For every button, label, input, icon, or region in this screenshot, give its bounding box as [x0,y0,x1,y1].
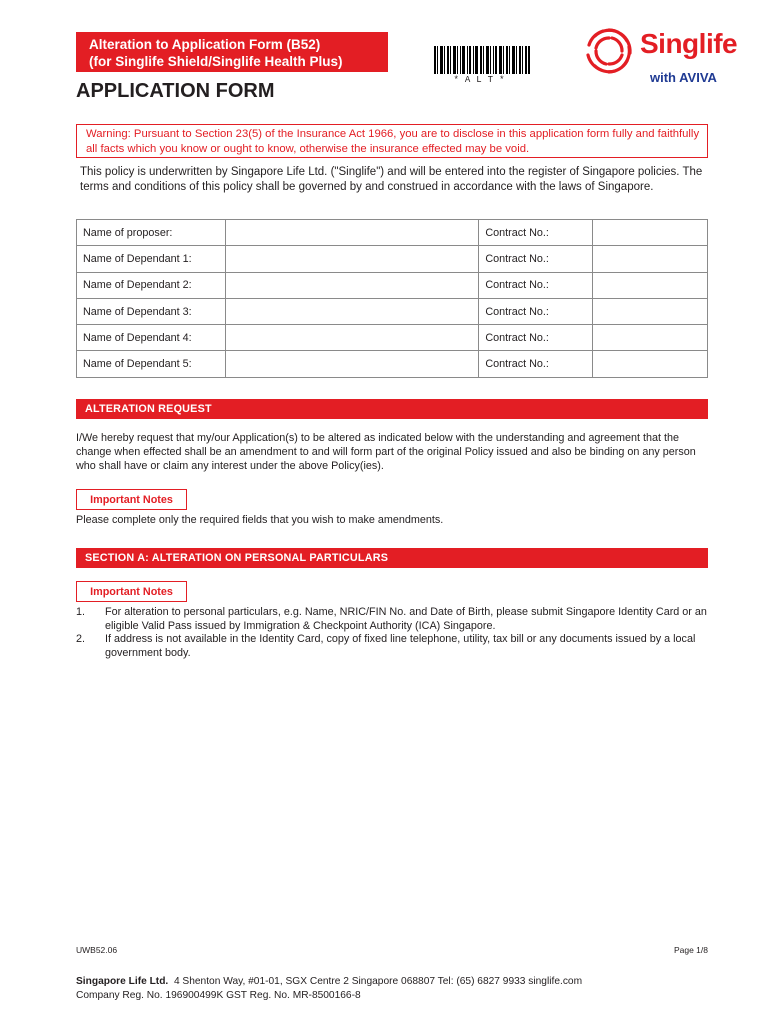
name-label: Name of Dependant 3: [77,298,226,324]
page-title: APPLICATION FORM [76,80,275,102]
policy-statement: This policy is underwritten by Singapore Life Ltd. ("Singlife") and will be entered into the register of Singapore policies. The terms and conditions of this policy shall be governed by and construed in accordance with the laws of Singapore. [80,166,703,193]
name-label: Name of Dependant 2: [77,272,226,298]
name-label: Name of proposer: [77,220,226,246]
table-row [77,325,708,351]
name-input-cell[interactable] [225,272,479,298]
contract-label: Contract No.: [479,272,593,298]
important-notes-label: Important Notes [76,489,187,510]
section-a-heading: SECTION A: ALTERATION ON PERSONAL PARTICULARS [76,548,708,568]
name-input-cell[interactable] [225,220,479,246]
name-input-cell[interactable] [225,325,479,351]
footer-address: 4 Shenton Way, #01-01, SGX Centre 2 Singapore 068807 Tel: (65) 6827 9933 singlife.com [173,976,583,987]
contract-label: Contract No.: [479,246,593,272]
list-item-text: If address is not available in the Identity Card, copy of fixed line telephone, utility, tax bill or any documents issued by a local government body. [105,633,696,659]
contract-input-cell[interactable] [593,298,708,324]
contract-label: Contract No.: [479,325,593,351]
footer-registration: Company Reg. No. 196900499K GST Reg. No. MR-8500166-8 [76,989,361,1001]
table-row [77,220,708,246]
list-item-text: For alteration to personal particulars, e.g. Name, NRIC/FIN No. and Date of Birth, please submit Singapore Identity Card or an eligible Valid Pass issued by Immigration & Checkpoint Authority (ICA) Singapore. [105,606,707,632]
form-title-line1: Alteration to Application Form (B52) [89,37,321,52]
contract-input-cell[interactable] [593,246,708,272]
footer [76,975,582,1002]
contract-label: Contract No.: [479,351,593,377]
list-item-number: 2. [76,633,86,645]
warning-notice: Warning: Pursuant to Section 23(5) of the Insurance Act 1966, you are to disclose in this application form fully and faithfully all facts which you know or ought to know, otherwise the insurance effected may be void. [76,124,708,158]
logo-subtext: with AVIVA [650,70,717,85]
names-table [76,219,708,378]
page-number: Page 1/8 [673,945,708,955]
table-row [77,246,708,272]
logo-wordmark: Singlife [640,28,738,59]
name-label: Name of Dependant 1: [77,246,226,272]
list-item-number: 1. [76,606,86,618]
form-title-line2: (for Singlife Shield/Singlife Health Plus) [89,54,343,69]
barcode-icon [434,46,530,74]
name-input-cell[interactable] [225,298,479,324]
contract-label: Contract No.: [479,298,593,324]
contract-input-cell[interactable] [593,325,708,351]
form-code: UWB52.06 [76,945,118,955]
table-row [77,351,708,377]
form-title-box [76,32,388,72]
footer-company: Singapore Life Ltd. [76,976,169,987]
contract-input-cell[interactable] [593,351,708,377]
section-a-notes-label: Important Notes [76,581,187,602]
list-item [76,633,710,660]
contract-input-cell[interactable] [593,272,708,298]
alteration-request-text: I/We hereby request that my/our Application(s) to be altered as indicated below with the understanding and agreement that the change when effected shall be an amendment to and will form part of the original Policy issued and also be binding on any person who shall have or claim any interest under the above Policy(ies). [76,432,696,472]
name-input-cell[interactable] [225,351,479,377]
name-label: Name of Dependant 4: [77,325,226,351]
table-row [77,298,708,324]
barcode-text: *ALT* [453,75,511,85]
important-notes-text: Please complete only the required fields that you wish to make amendments. [76,514,444,526]
contract-input-cell[interactable] [593,220,708,246]
alteration-request-heading: ALTERATION REQUEST [76,399,708,419]
contract-label: Contract No.: [479,220,593,246]
name-input-cell[interactable] [225,246,479,272]
list-item [76,606,710,633]
section-a-notes-list [76,606,710,660]
name-label: Name of Dependant 5: [77,351,226,377]
table-row [77,272,708,298]
